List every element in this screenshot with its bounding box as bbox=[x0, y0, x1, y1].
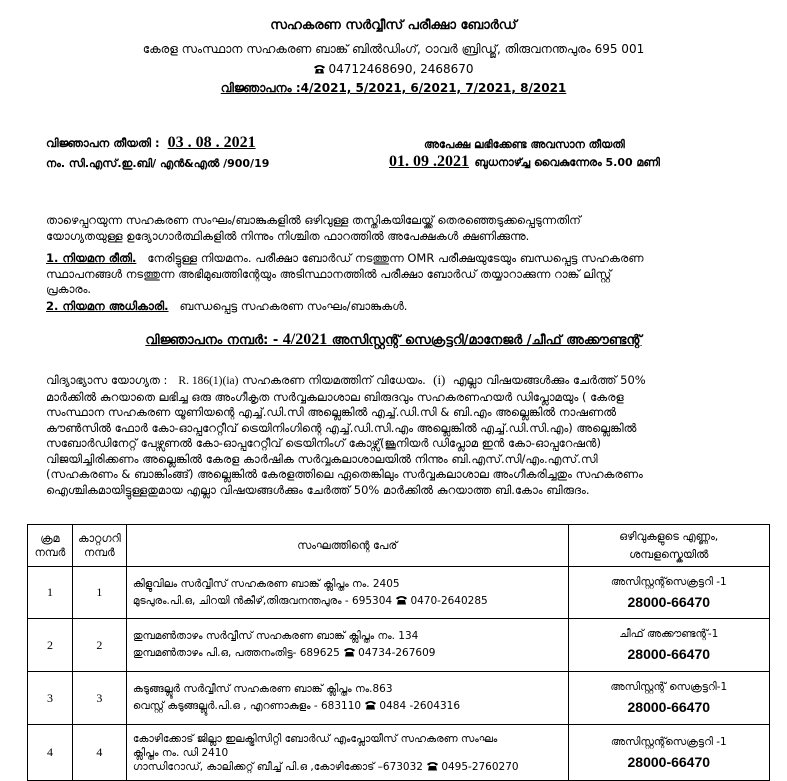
society-phone: 0484 -2604316 bbox=[379, 700, 461, 712]
notification-number: 4/2021 bbox=[282, 331, 328, 348]
society-name-line2: ക്ലിപ്തം നം. ഡി 2410 bbox=[132, 746, 229, 759]
phone-numbers: 04712468690, 2468670 bbox=[328, 62, 474, 76]
intro-line: താഴെപ്പറയുന്ന സഹകരണ സംഘം/ബാങ്കുകളിൽ ഒഴിവുള്ള തസ്തികയിലേയ്ക്ക് തെരഞ്ഞെടുക്കപ്പെടുന്നതിന് bbox=[46, 213, 581, 227]
notification-prefix: വിജ്ഞാപനം നമ്പർ: - bbox=[145, 333, 283, 348]
serial-number: 3 bbox=[28, 672, 73, 725]
method-text: പ്രകാരം. bbox=[46, 282, 92, 296]
org-phone bbox=[0, 62, 787, 76]
header-serial: ക്രമ നമ്പർ bbox=[28, 525, 73, 567]
qualification-item-marker: (i) bbox=[433, 372, 446, 387]
org-name: സഹകരണ സർവ്വീസ് പരീക്ഷാ ബോർഡ് bbox=[270, 18, 517, 33]
authority-label: 2. നിയമന അധികാരി. bbox=[46, 299, 169, 313]
category-number: 3 bbox=[72, 672, 126, 725]
society-phone: 04734-267609 bbox=[358, 647, 436, 659]
intro-paragraph bbox=[46, 213, 740, 244]
telephone-icon bbox=[426, 761, 439, 771]
society-phone: 0470-2640285 bbox=[410, 594, 488, 607]
notification-numbers: വിജ്ഞാപനം :4/2021, 5/2021, 6/2021, 7/2021, 8/2021 bbox=[220, 81, 567, 95]
telephone-icon bbox=[364, 700, 377, 710]
post-name: അസിസ്റ്റന്റ് സെക്രട്ടറി-1 bbox=[610, 681, 728, 693]
last-date-label: അപേക്ഷ ലഭിക്കേണ്ട അവസാന തീയതി bbox=[424, 138, 625, 151]
society-cell bbox=[126, 567, 568, 619]
appointment-method bbox=[46, 251, 740, 298]
qualification-line: മാർക്കിൽ കുറയാതെ ലഭിച്ച ഒരു അംഗീകൃത സർവ്വകലാശാല ബിരുദവും സഹകരണഹയർ ഡിപ്ലോമയും ( കേരള bbox=[46, 389, 624, 404]
notification-date: 03 . 08 . 2021 bbox=[167, 134, 256, 151]
method-text: നേരിട്ടുള്ള നിയമനം. പരീക്ഷാ ബോർഡ് നടത്തുന്ന OMR പരീക്ഷയുടേയും ബന്ധപ്പെട്ട സഹകരണ bbox=[147, 251, 644, 265]
vacancy-cell bbox=[568, 672, 769, 725]
society-address: മുടപുരം.പി.ഒ, ചിറയി ൻകീഴ്,തിരുവനന്തപുരം - 695304 bbox=[132, 594, 396, 607]
society-name: കോഴിക്കോട് ജില്ലാ ഇലക്ട്രിസിറ്റി ബോർഡ് എംപ്ലോയീസ് സഹകരണ സംഘം bbox=[132, 732, 498, 745]
appointing-authority bbox=[46, 299, 740, 315]
post-title: അസിസ്റ്റന്റ് സെക്രട്ടറി/മാനേജർ /ചീഫ് അക്കൗണ്ടന്റ് bbox=[327, 333, 642, 348]
qualification-line: വിജയിച്ചിരിക്കണം അല്ലെങ്കിൽ കേരള കാർഷിക സർവ്വകലാശാലയിൽ നിന്നും ബി.എസ്.സി/എം.എസ്.സി bbox=[46, 451, 598, 466]
society-cell bbox=[126, 672, 568, 725]
society-name: തുമ്പമൺതാഴം സർവ്വീസ് സഹകരണ ബാങ്ക് ക്ലിപ്തം നം. 134 bbox=[132, 630, 419, 642]
notification-date-label: വിജ്ഞാപന തീയതി : bbox=[46, 136, 160, 150]
pay-scale: 28000-66470 bbox=[627, 753, 711, 770]
header-category: കാറ്റഗറി നമ്പർ bbox=[72, 525, 126, 567]
rule-reference: R. 186(1)(ia) bbox=[178, 375, 239, 387]
last-date: 01. 09 .2021 bbox=[389, 153, 469, 170]
serial-number: 2 bbox=[28, 619, 73, 672]
qualification-text: സഹകരണ നിയമത്തിന് വിധേയം. bbox=[242, 373, 426, 387]
pay-scale: 28000-66470 bbox=[627, 593, 711, 610]
society-cell bbox=[126, 619, 568, 672]
reference-number: നം. സി.എസ്.ഇ.ബി/ എൻ&എൽ /900/19 bbox=[46, 157, 270, 170]
qualification-line: കൗൺസിൽ ഫോർ കോ-ഓപ്പറേറ്റീവ് ട്രെയിനിംഗിന്റെ എച്ച്.ഡി.സി.എം അല്ലെങ്കിൽ എച്ച്.ഡി.സി.എം) അല്ലെങ്കിൽ bbox=[46, 420, 637, 435]
qualification-text: എല്ലാ വിഷയങ്ങൾക്കും ചേർത്ത് 50% bbox=[452, 373, 646, 387]
qualification-paragraph bbox=[46, 372, 740, 498]
society-address: വെസ്റ്റ് കടുങ്ങല്ലൂർ.പി.ഒ , എറണാകുളം - 683110 bbox=[132, 700, 365, 712]
org-address: കേരള സംസ്ഥാന സഹകരണ ബാങ്ക് ബിൽഡിംഗ്, ഠാവർ ബ്രിഡ്ജ്, തിരുവനന്തപുരം 695 001 bbox=[142, 42, 645, 56]
society-address: തുമ്പമൺതാഴം പി.ഒ, പത്തനംതിട്ട- 689625 bbox=[132, 647, 344, 659]
notification-title bbox=[0, 331, 787, 349]
post-name: അസിസ്റ്റന്റ്സെക്രട്ടറി -1 bbox=[610, 575, 727, 588]
header-society: സംഘത്തിന്റെ പേര് bbox=[126, 525, 568, 567]
society-name: കിളുവിലം സർവ്വീസ് സഹകരണ ബാങ്ക് ക്ലിപ്തം നം. 2405 bbox=[132, 577, 400, 590]
table-row bbox=[28, 672, 770, 725]
table-header-row bbox=[28, 525, 770, 567]
vacancy-cell bbox=[568, 725, 769, 781]
notification-date-row bbox=[46, 134, 256, 152]
intro-line: യോഗ്യതയുള്ള ഉദ്യോഗാർത്ഥികളിൽ നിന്നും നിശ്ചിത ഫാറത്തിൽ അപേക്ഷകൾ ക്ഷണിക്കുന്നു. bbox=[46, 228, 530, 243]
post-name: ചീഫ് അക്കൗണ്ടന്റ്-1 bbox=[619, 628, 719, 640]
method-text: സ്ഥാപനങ്ങൾ നടത്തുന്ന അഭിമുഖത്തിന്റേയും അടിസ്ഥാനത്തിൽ പരീക്ഷാ ബോർഡ് തയ്യാറാക്കുന്ന റാങ്ക് ലിസ്റ്റ് bbox=[46, 266, 612, 281]
post-name: അസിസ്റ്റന്റ്സെക്രട്ടറി -1 bbox=[610, 735, 727, 748]
qualification-line: സംസ്ഥാന സഹകരണ യൂണിയന്റെ എച്ച്.ഡി.സി അല്ലെങ്കിൽ എച്ച്.ഡി.സി & ബി.എം അല്ലെങ്കിൽ നാഷണൽ bbox=[46, 405, 617, 419]
qualification-label: വിദ്യാഭ്യാസ യോഗ്യത : bbox=[46, 373, 168, 387]
table-row bbox=[28, 619, 770, 672]
header-vacancies: ഒഴിവുകളുടെ എണ്ണം, ശമ്പളസ്കെയിൽ bbox=[568, 525, 769, 567]
category-number: 1 bbox=[72, 567, 126, 619]
society-phone: 0495-2760270 bbox=[441, 760, 519, 773]
category-number: 4 bbox=[72, 725, 126, 781]
society-cell bbox=[126, 725, 568, 781]
telephone-icon bbox=[343, 647, 356, 657]
vacancy-table bbox=[27, 524, 770, 781]
serial-number: 4 bbox=[28, 725, 73, 781]
society-name: കടുങ്ങല്ലൂർ സർവ്വീസ് സഹകരണ ബാങ്ക് ക്ലിപ്തം നം.863 bbox=[132, 683, 393, 695]
authority-text: ബന്ധപ്പെട്ട സഹകരണ സംഘം/ബാങ്കുകൾ. bbox=[179, 299, 408, 313]
table-row bbox=[28, 725, 770, 781]
telephone-icon bbox=[313, 64, 326, 74]
last-date-suffix: ബുധനാഴ്ച്ച വൈകുന്നേരം 5.00 മണി bbox=[474, 156, 660, 169]
society-address: ഗാന്ധിറോഡ്, കാലിക്കറ്റ് ബീച്ച് പി.ഒ ,കോഴിക്കോട് –673032 bbox=[132, 760, 427, 773]
qualification-line: ഐശ്ചികമായിട്ടുള്ളതുമായ എല്ലാ വിഷയങ്ങൾക്കും ചേർത്ത് 50% മാർക്കിൽ കുറയാത്ത ബി.കോം ബിരുദം. bbox=[46, 482, 590, 497]
qualification-line: (സഹകരണം & ബാങ്കിംങ്ങ്) അല്ലെങ്കിൽ കേരളത്തിലെ ഏതെങ്കിലും സർവ്വകലാശാല അംഗീകരിച്ചതും സഹകരണം bbox=[46, 467, 643, 481]
method-label: 1. നിയമന രീതി. bbox=[46, 251, 137, 265]
vacancy-cell bbox=[568, 619, 769, 672]
last-date-row bbox=[389, 153, 660, 171]
category-number: 2 bbox=[72, 619, 126, 672]
qualification-line: സബോർഡിനേറ്റ് പേഴ്സണൽ കോ-ഓപ്പറേറ്റീവ് ട്രെയിനിംഗ് കോഴ്സ്(ജൂനിയർ ഡിപ്ലോമ ഇൻ കോ-ഓപ്പറേഷൻ) bbox=[46, 436, 601, 450]
telephone-icon bbox=[395, 595, 408, 605]
serial-number: 1 bbox=[28, 567, 73, 619]
vacancy-cell bbox=[568, 567, 769, 619]
table-row bbox=[28, 567, 770, 619]
pay-scale: 28000-66470 bbox=[627, 646, 711, 662]
pay-scale: 28000-66470 bbox=[627, 699, 711, 715]
